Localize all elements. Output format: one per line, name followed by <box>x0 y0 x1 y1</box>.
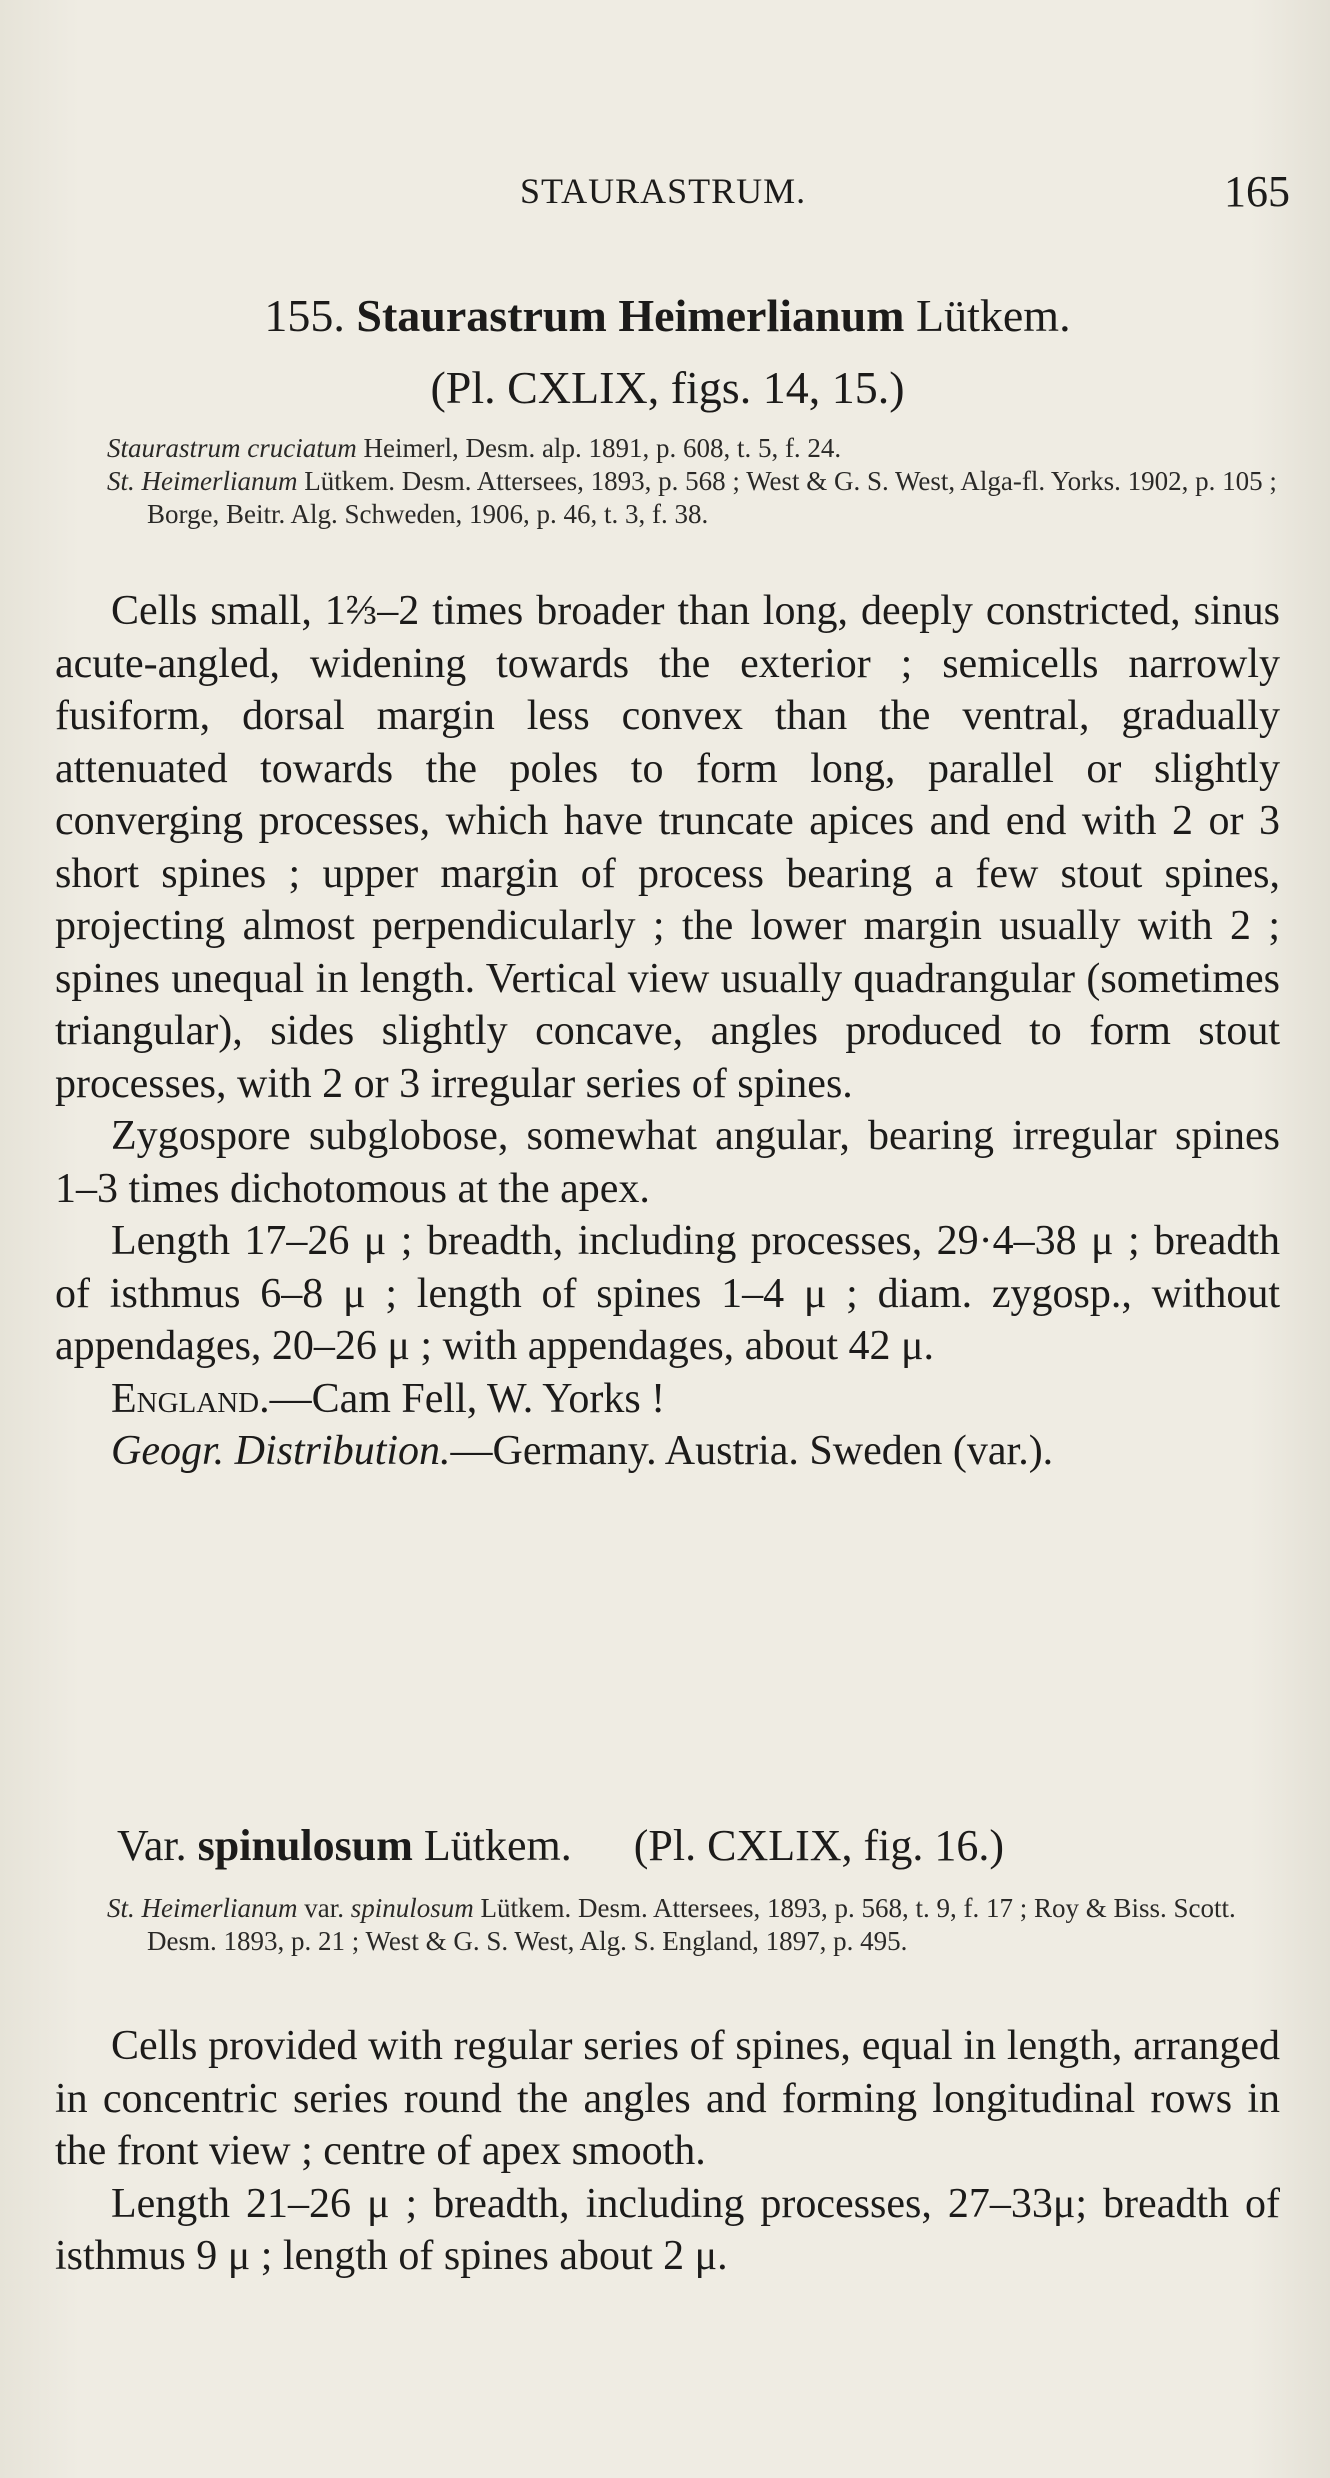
england-record <box>55 1373 1280 1426</box>
reference-taxon: St. Heimerlianum <box>107 1893 298 1923</box>
species-name: Staurastrum Heimerlianum <box>356 290 905 341</box>
reference-entry <box>55 432 1280 465</box>
reference-citation: Heimerl, Desm. alp. 1891, p. 608, t. 5, f. 24. <box>363 433 842 463</box>
variety-author: Lütkem. <box>423 1821 572 1870</box>
geogr-text-2: Austria. <box>664 1428 799 1474</box>
species-synonymy <box>55 432 1280 531</box>
reference-var: var. <box>304 1893 344 1923</box>
running-head <box>0 167 1330 220</box>
species-description-section <box>55 585 1280 1478</box>
species-measurements: Length 17–26 μ ; breadth, including processes, 29·4–38 μ ; breadth of isthmus 6–8 μ ; length of spines 1–4 μ ; diam. zygosp., without appendages, 20–26 μ ; with appendages, about 42 μ. <box>55 1218 1280 1369</box>
variety-name: spinulosum <box>197 1821 413 1870</box>
geographic-distribution <box>55 1425 1280 1478</box>
running-head-title: STAURASTRUM. <box>520 171 807 211</box>
variety-prefix: Var. <box>117 1821 187 1870</box>
species-description: Cells small, 1⅔–2 times broader than long, deeply constricted, sinus acute-angled, widening towards the exterior ; semicells narrowly fusiform, dorsal margin less convex than the ventral, gradually attenuated towards the poles to form long, parallel or slightly converging processes, which have truncate apices and end with 2 or 3 short spines ; upper margin of process bearing a few stout spines, projecting almost perpendicularly ; the lower margin usually with 2 ; spines unequal in length. Vertical view usually quadrangular (sometimes triangular), sides slightly concave, angles produced to form stout processes, with 2 or 3 irregular series of spines. <box>55 588 1280 1107</box>
species-plate-reference: (Pl. CXLIX, figs. 14, 15.) <box>430 362 905 413</box>
variety-measurements: Length 21–26 μ ; breadth, including processes, 27–33μ; breadth of isthmus 9 μ ; length of spines about 2 μ. <box>55 2180 1280 2279</box>
england-text: —Cam Fell, W. Yorks ! <box>269 1375 666 1422</box>
variety-heading <box>55 1818 1280 1874</box>
geogr-label: Geogr. Distribution. <box>111 1428 451 1474</box>
species-number: 155. <box>264 290 345 341</box>
reference-taxon: Staurastrum cruciatum <box>107 433 357 463</box>
reference-entry <box>55 465 1280 531</box>
reference-citation: Lütkem. Desm. Attersees, 1893, p. 568, t. 9, f. 17 ; Roy & Biss. Scott. Desm. 1893, p. 21 ; West & G. S. West, Alg. S. England, 1897, p. 495. <box>147 1893 1236 1956</box>
england-label: England. <box>111 1375 270 1422</box>
geogr-text: —Germany. <box>450 1428 657 1474</box>
geogr-text-3: Sweden (var.). <box>809 1428 1054 1474</box>
reference-entry <box>55 1892 1280 1958</box>
variety-plate-reference: (Pl. CXLIX, fig. 16.) <box>633 1821 1005 1870</box>
variety-description-section <box>55 2020 1280 2283</box>
species-heading <box>55 288 1280 344</box>
variety-description: Cells provided with regular series of spines, equal in length, arranged in concentric series round the angles and forming longitudinal rows in the front view ; centre of apex smooth. <box>55 2023 1280 2174</box>
reference-taxon: St. Heimerlianum <box>107 466 298 496</box>
reference-citation: Lütkem. Desm. Attersees, 1893, p. 568 ; West & G. S. West, Alga-fl. Yorks. 1902, p. 105 ; Borge, Beitr. Alg. Schweden, 1906, p. 46, t. 3, f. 38. <box>147 466 1277 529</box>
zygospore-description: Zygospore subglobose, somewhat angular, bearing irregular spines 1–3 times dichotomous at the apex. <box>55 1113 1280 1212</box>
species-author: Lütkem. <box>916 290 1071 341</box>
variety-synonymy <box>55 1892 1280 1958</box>
reference-var-name: spinulosum <box>350 1893 474 1923</box>
page-number: 165 <box>1224 167 1290 216</box>
